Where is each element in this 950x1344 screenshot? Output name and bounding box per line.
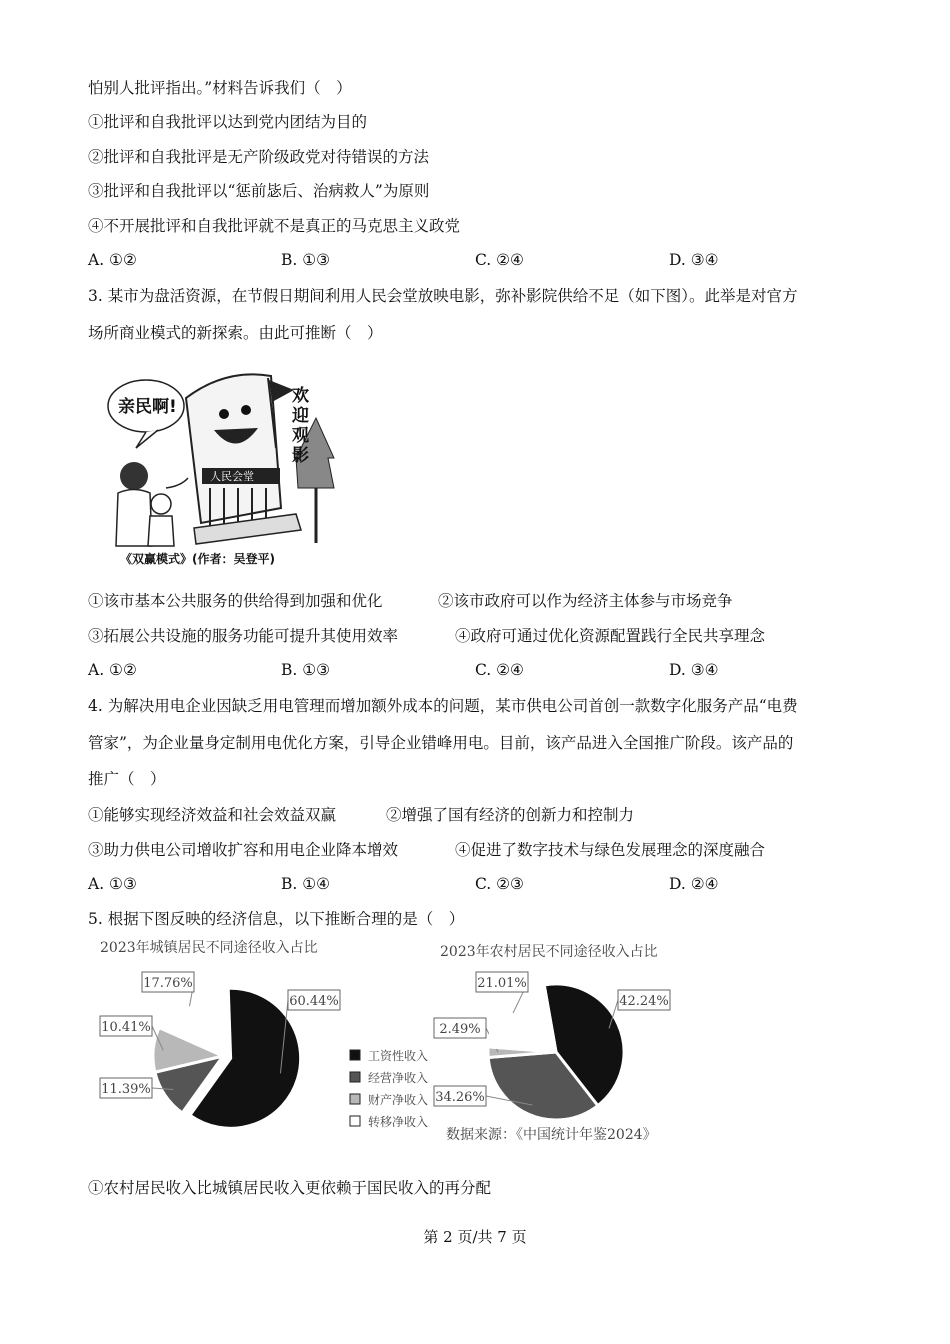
q4-option-d: D. ②④ <box>669 875 719 893</box>
q2-option-d: D. ③④ <box>669 251 719 269</box>
child-head <box>151 494 171 514</box>
pie-data-label-1-2: 11.39% <box>101 1082 151 1097</box>
q4-item-1: ①能够实现经济效益和社会效益双赢 <box>88 806 337 824</box>
cartoon-speech-text: 亲民啊! <box>118 397 177 417</box>
pie-data-label-2-2: 34.26% <box>435 1090 485 1105</box>
q3-option-d: D. ③④ <box>669 661 719 679</box>
pie-data-label-1-1: 60.44% <box>289 994 339 1009</box>
q3-stem-line-2: 场所商业模式的新探索。由此可推断（ ） <box>88 324 383 342</box>
q5-stem: 5. 根据下图反映的经济信息，以下推断合理的是（ ） <box>88 910 465 928</box>
q4-item-4: ④促进了数字技术与绿色发展理念的深度融合 <box>455 841 766 859</box>
woman-head <box>120 462 148 490</box>
q3-item-2: ②该市政府可以作为经济主体参与市场竞争 <box>438 592 733 610</box>
q2-option-b: B. ①③ <box>281 251 331 269</box>
q3-option-c: C. ②④ <box>475 661 524 679</box>
q4-stem-line-1: 4. 为解决用电企业因缺乏用电管理而增加额外成本的问题，某市供电公司首创一款数字化服务产品“电费 <box>88 697 798 715</box>
pie-charts-svg <box>88 932 708 1147</box>
q2-item-1: ①批评和自我批评以达到党内团结为目的 <box>88 113 368 131</box>
q3-option-b: B. ①③ <box>281 661 331 679</box>
pie-data-label-2-1: 42.24% <box>619 994 669 1009</box>
q4-stem-line-3: 推广（ ） <box>88 770 166 788</box>
q2-stem-tail: 怕别人批评指出。”材料告诉我们（ ） <box>88 79 352 97</box>
flag-cloth <box>269 380 294 402</box>
q3-item-1: ①该市基本公共服务的供给得到加强和优化 <box>88 592 383 610</box>
data-source: 数据来源：《中国统计年鉴2024》 <box>446 1127 657 1143</box>
pie-data-label-1-4: 17.76% <box>143 976 193 991</box>
q4-stem-line-2: 管家”，为企业量身定制用电优化方案，引导企业错峰用电。目前，该产品进入全国推广阶段。该产品的 <box>88 734 794 752</box>
cartoon-caption: 《双赢模式》(作者：吴登平) <box>120 552 275 566</box>
q4-option-c: C. ②③ <box>475 875 524 893</box>
q3-item-4: ④政府可通过优化资源配置践行全民共享理念 <box>455 627 766 645</box>
cartoon-flag-text: 欢迎观影 <box>292 386 309 466</box>
q3-option-a: A. ①② <box>88 661 137 679</box>
pie-data-label-2-4: 21.01% <box>477 976 527 991</box>
woman-body <box>116 490 152 547</box>
legend-label-3: 财产净收入 <box>368 1093 429 1107</box>
q5-pie-charts <box>88 932 708 1147</box>
pie-data-label-2-3: 2.49% <box>439 1022 481 1037</box>
q4-option-b: B. ①④ <box>281 875 331 893</box>
q2-option-c: C. ②④ <box>475 251 524 269</box>
handshake-arm <box>166 478 188 488</box>
building-left-eye <box>219 409 229 419</box>
q4-option-a: A. ①③ <box>88 875 137 893</box>
legend-swatch-1 <box>350 1050 360 1060</box>
page-footer: 第 2 页/共 7 页 <box>423 1228 527 1246</box>
pie-title-2: 2023年农村居民不同途径收入占比 <box>440 944 658 960</box>
pie-title-1: 2023年城镇居民不同途径收入占比 <box>100 940 318 956</box>
q2-item-4: ④不开展批评和自我批评就不是真正的马克思主义政党 <box>88 217 461 235</box>
speech-bubble-tail <box>136 430 158 448</box>
cartoon-building-sign-text: 人民会堂 <box>210 470 254 483</box>
legend-swatch-3 <box>350 1094 360 1104</box>
q2-item-3: ③批评和自我批评以“惩前毖后、治病救人”为原则 <box>88 182 430 200</box>
legend-label-1: 工资性收入 <box>368 1049 429 1063</box>
q2-option-a: A. ①② <box>88 251 137 269</box>
legend-label-2: 经营净收入 <box>368 1071 429 1085</box>
legend-swatch-4 <box>350 1116 360 1126</box>
q3-cartoon <box>106 358 336 570</box>
legend-label-4: 转移净收入 <box>368 1115 429 1129</box>
q3-stem-line-1: 3. 某市为盘活资源，在节假日期间利用人民会堂放映电影，弥补影院供给不足（如下图）。此举是对官方 <box>88 287 798 305</box>
building-right-eye <box>241 405 251 415</box>
q2-item-2: ②批评和自我批评是无产阶级政党对待错误的方法 <box>88 148 430 166</box>
legend-swatch-2 <box>350 1072 360 1082</box>
pie-data-label-1-3: 10.41% <box>101 1020 151 1035</box>
q4-item-3: ③助力供电公司增收扩容和用电企业降本增效 <box>88 841 399 859</box>
child-body <box>148 516 174 546</box>
q5-item-1: ①农村居民收入比城镇居民收入更依赖于国民收入的再分配 <box>88 1179 492 1197</box>
q4-item-2: ②增强了国有经济的创新力和控制力 <box>386 806 635 824</box>
q3-item-3: ③拓展公共设施的服务功能可提升其使用效率 <box>88 627 399 645</box>
